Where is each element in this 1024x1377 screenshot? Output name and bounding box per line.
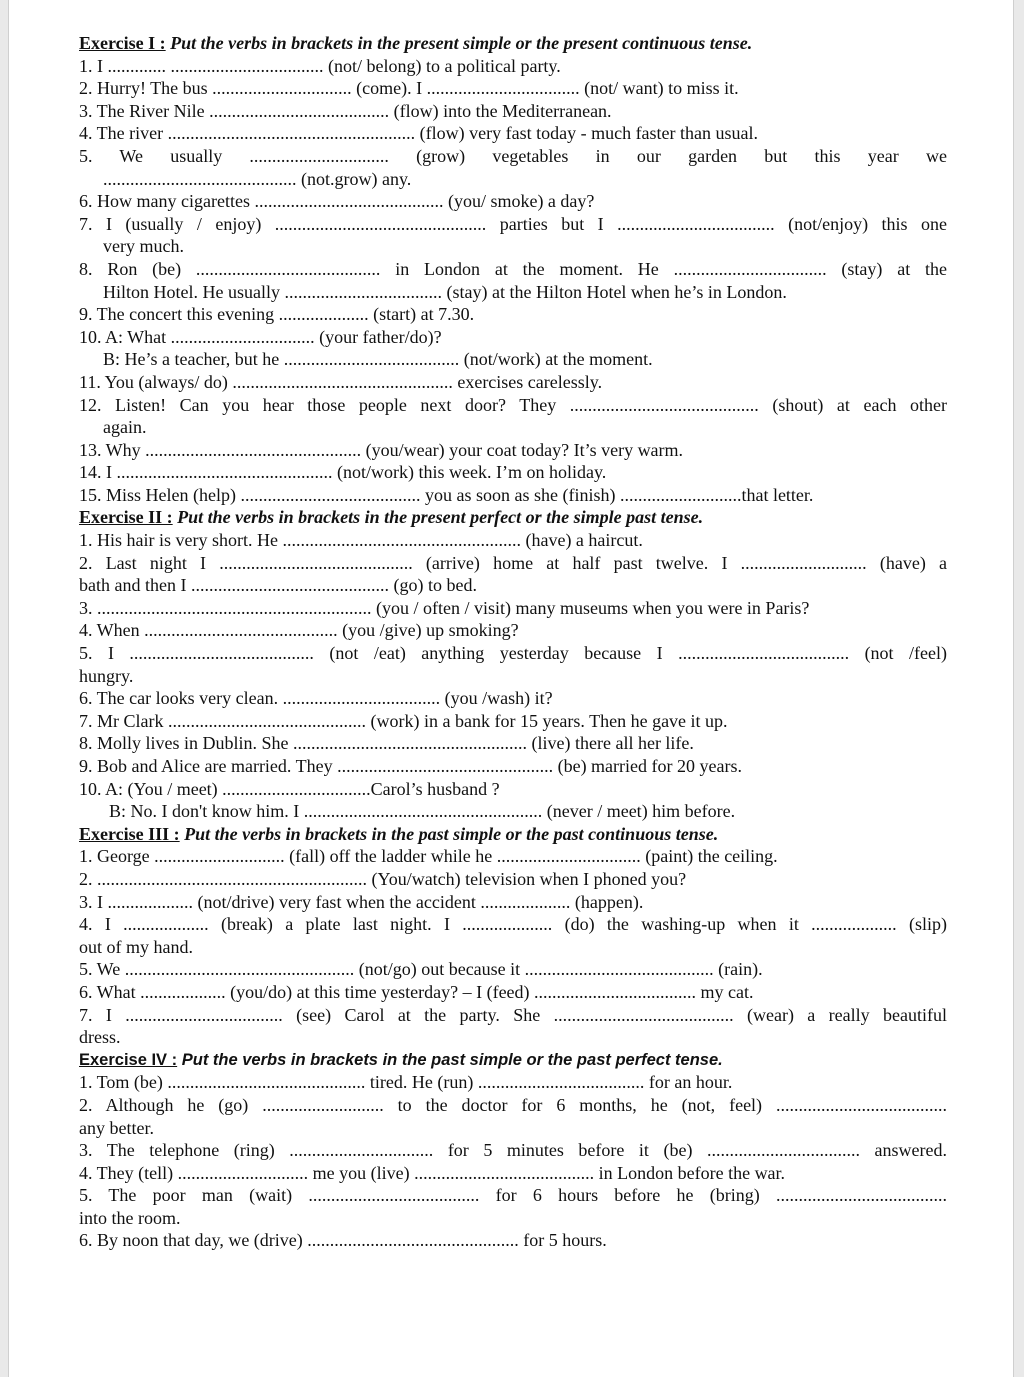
exercise-label: Exercise III : [79, 823, 180, 844]
exercise-line: 14. I ................................................ (not/work) this week. I’m on holiday. [79, 462, 607, 483]
exercise-instruction: Put the verbs in brackets in the past simple or the past perfect tense. [181, 1050, 723, 1069]
exercise-line: 7. I (usually / enjoy) ............................................... parties but I ................................... (not/enjoy) this one [79, 213, 947, 234]
exercise-heading [79, 823, 947, 846]
exercise-line: 6. How many cigarettes .......................................... (you/ smoke) a day? [79, 191, 595, 212]
exercise-line: into the room. [79, 1207, 181, 1228]
exercise-line: 13. Why ................................................ (you/wear) your coat today? It’s very warm. [79, 439, 684, 460]
exercise-label: Exercise I : [79, 33, 166, 53]
exercise-instruction: Put the verbs in brackets in the past simple or the past continuous tense. [184, 823, 719, 844]
exercise-line: 4. I ................... (break) a plate last night. I .................... (do) the washing-up when it ................... (slip) [79, 914, 947, 935]
exercise-line: 4. The river ....................................................... (flow) very fast today - much faster than usual. [79, 123, 759, 144]
exercise-line: 3. I ................... (not/drive) very fast when the accident .................... (happen). [79, 891, 644, 912]
exercise-line: 9. The concert this evening .................... (start) at 7.30. [79, 304, 475, 325]
exercise-line: 3. ............................................................. (you / often / visit) many museums when you were in Paris? [79, 597, 810, 618]
exercise-line: ........................................... (not.grow) any. [103, 168, 412, 189]
exercise-line: 9. Bob and Alice are married. They ................................................ (be) married for 20 years. [79, 756, 742, 776]
exercise-line: 5. We usually ............................... (grow) vegetables in our garden but this year we [79, 145, 947, 166]
worksheet-content [79, 32, 947, 1252]
exercise-line: 5. The poor man (wait) ...................................... for 6 hours before he (bring) ...................................... [79, 1185, 947, 1206]
exercise-line: 4. They (tell) ............................. me you (live) ........................................ in London before the war. [79, 1162, 786, 1183]
exercise-heading [79, 1049, 947, 1072]
exercise-line: 1. His hair is very short. He ..................................................... (have) a haircut. [79, 530, 643, 551]
exercise-line: hungry. [79, 665, 134, 686]
exercise-instruction: Put the verbs in brackets in the present perfect or the simple past tense. [177, 507, 704, 528]
exercise-line: 15. Miss Helen (help) ........................................ you as soon as she (finish) ...........................that letter. [79, 484, 814, 505]
exercise-line: bath and then I ............................................ (go) to bed. [79, 575, 477, 596]
exercise-section [79, 506, 947, 822]
exercise-line: again. [103, 417, 147, 438]
exercise-line: 7. I ................................... (see) Carol at the party. She ........................................ (wear) a really beautiful [79, 1004, 947, 1025]
exercise-line: B: No. I don't know him. I ..................................................... (never / meet) him before. [109, 801, 736, 822]
exercise-line: 6. The car looks very clean. ................................... (you /wash) it? [79, 688, 553, 709]
exercise-instruction: Put the verbs in brackets in the present simple or the present continuous tense. [170, 33, 753, 53]
exercise-line: 10. A: (You / meet) .................................Carol’s husband ? [79, 778, 500, 799]
exercise-line: out of my hand. [79, 936, 193, 957]
exercise-line: 3. The River Nile ........................................ (flow) into the Mediterranean. [79, 100, 612, 121]
exercise-heading [79, 506, 947, 529]
exercise-line: 12. Listen! Can you hear those people next door? They .......................................... (shout) at each other [79, 394, 947, 415]
exercise-line: very much. [103, 236, 184, 257]
exercise-heading [79, 32, 947, 55]
exercise-line: B: He’s a teacher, but he ....................................... (not/work) at the moment. [103, 349, 653, 370]
exercise-line: 5. I ......................................... (not /eat) anything yesterday because I ...................................... (not /feel) [79, 643, 947, 664]
exercise-line: 10. A: What ................................ (your father/do)? [79, 326, 442, 347]
exercise-section [79, 1049, 947, 1252]
exercise-section [79, 823, 947, 1049]
exercise-label: Exercise II : [79, 507, 173, 528]
exercise-line: 8. Ron (be) ......................................... in London at the moment. He .................................. (stay) at the [79, 258, 947, 279]
exercise-line: 7. Mr Clark ............................................ (work) in a bank for 15 years. Then he gave it up. [79, 710, 728, 731]
exercise-line: 2. Last night I ........................................... (arrive) home at half past twelve. I ............................ (have) a [79, 552, 947, 573]
exercise-line: 1. George ............................. (fall) off the ladder while he ................................ (paint) the ceiling. [79, 846, 778, 867]
exercise-line: 6. What ................... (you/do) at this time yesterday? – I (feed) .................................... my cat. [79, 981, 754, 1002]
exercise-label: Exercise IV : [79, 1050, 178, 1069]
exercise-line: 2. ............................................................ (You/watch) television when I phoned you? [79, 868, 687, 889]
exercise-line: 5. We ................................................... (not/go) out because it .......................................... (rain). [79, 959, 763, 980]
exercise-line: 3. The telephone (ring) ................................ for 5 minutes before it (be) .................................. answered. [79, 1140, 947, 1161]
exercise-line: 1. Tom (be) ............................................ tired. He (run) ..................................... for an hour. [79, 1072, 733, 1093]
exercise-line: 6. By noon that day, we (drive) ............................................... for 5 hours. [79, 1230, 607, 1251]
exercise-line: 11. You (always/ do) ................................................. exercises carelessly. [79, 371, 603, 392]
exercise-section [79, 32, 947, 506]
exercise-line: 4. When ........................................... (you /give) up smoking? [79, 620, 519, 641]
worksheet-page [8, 0, 1014, 1377]
exercise-line: any better. [79, 1117, 154, 1138]
exercise-line: Hilton Hotel. He usually ................................... (stay) at the Hilton Hotel when he’s in London. [103, 281, 787, 302]
exercise-line: 8. Molly lives in Dublin. She .................................................... (live) there all her life. [79, 733, 694, 754]
exercise-line: 2. Hurry! The bus ............................... (come). I .................................. (not/ want) to miss it. [79, 78, 739, 99]
exercise-line: dress. [79, 1027, 121, 1048]
exercise-line: 1. I ............. .................................. (not/ belong) to a political party. [79, 55, 561, 76]
exercise-line: 2. Although he (go) ........................... to the doctor for 6 months, he (not, feel) ...................................... [79, 1094, 947, 1115]
